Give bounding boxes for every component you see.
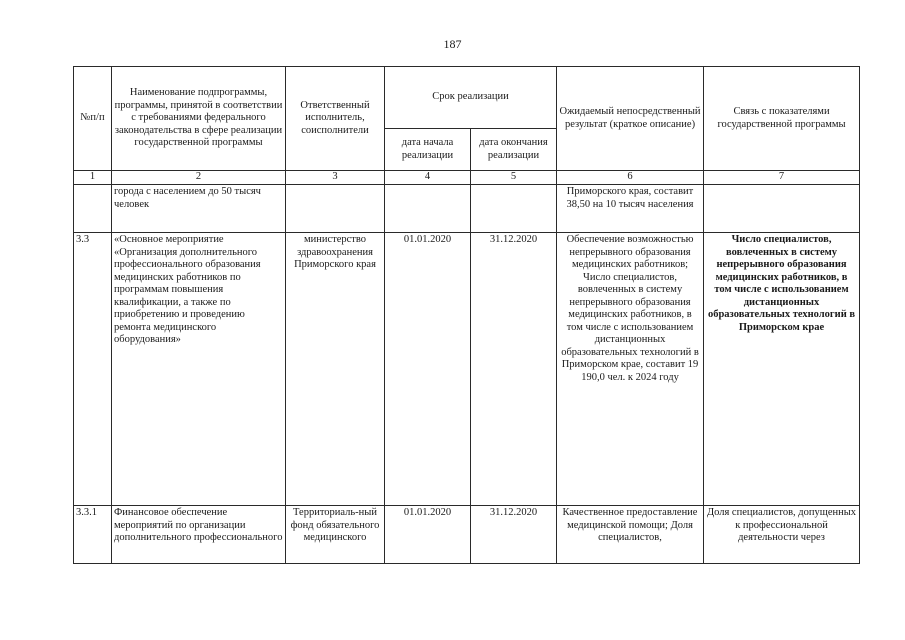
header-responsible: Ответственный исполнитель, соисполнители [286,67,385,171]
header-period: Срок реализации [385,67,557,129]
column-number: 7 [704,171,860,185]
row-num [74,185,112,233]
column-number: 4 [385,171,471,185]
header-start: дата начала реализации [385,129,471,171]
column-number: 3 [286,171,385,185]
row-start: 01.01.2020 [385,233,471,506]
header-result: Ожидаемый непосредственный результат (краткое описание) [557,67,704,171]
program-table [73,66,860,564]
column-number: 5 [471,171,557,185]
row-link: Число специалистов, вовлеченных в систему непрерывного образования медицинских работников, в том числе с использованием дистанционных образовательных технологий в Приморском крае [704,233,860,506]
row-link: Доля специалистов, допущенных к профессиональной деятельности через [704,506,860,564]
header-end: дата окончания реализации [471,129,557,171]
row-name: «Основное мероприятие «Организация дополнительного профессионального образования медицинских работников по программам повышения квалификации, а также по приобретению и проведению ремонта медицинского оборудования» [112,233,286,506]
row-start: 01.01.2020 [385,506,471,564]
header-num: №п/п [74,67,112,171]
column-number-row [74,171,860,185]
table-row [74,506,860,564]
row-result: Приморского края, составит 38,50 на 10 тысяч населения [557,185,704,233]
row-num: 3.3 [74,233,112,506]
row-responsible: министерство здравоохранения Приморского края [286,233,385,506]
header-link: Связь с показателями государственной программы [704,67,860,171]
header-name: Наименование подпрограммы, программы, принятой в соответствии с требованиями федерального законодательства в сфере реализации государственной программы [112,67,286,171]
row-responsible [286,185,385,233]
column-number: 1 [74,171,112,185]
row-name: Финансовое обеспечение мероприятий по организации дополнительного профессионального [112,506,286,564]
row-result: Обеспечение возможностью непрерывного образования медицинских работников; Число специалистов, вовлеченных в систему непрерывного образования медицинских работников, в том числе с использованием дистанционных образовательных технологий в Приморском крае, составит 19 190,0 чел. к 2024 году [557,233,704,506]
row-end [471,185,557,233]
row-name: города с населением до 50 тысяч человек [112,185,286,233]
row-end: 31.12.2020 [471,233,557,506]
table-row [74,185,860,233]
row-end: 31.12.2020 [471,506,557,564]
page-number: 187 [443,37,462,51]
row-start [385,185,471,233]
column-number: 6 [557,171,704,185]
column-number: 2 [112,171,286,185]
row-responsible: Территориаль-ный фонд обязательного медицинского [286,506,385,564]
row-result: Качественное предоставление медицинской помощи; Доля специалистов, [557,506,704,564]
header-row [74,67,860,129]
row-link [704,185,860,233]
table-row [74,233,860,506]
row-num: 3.3.1 [74,506,112,564]
